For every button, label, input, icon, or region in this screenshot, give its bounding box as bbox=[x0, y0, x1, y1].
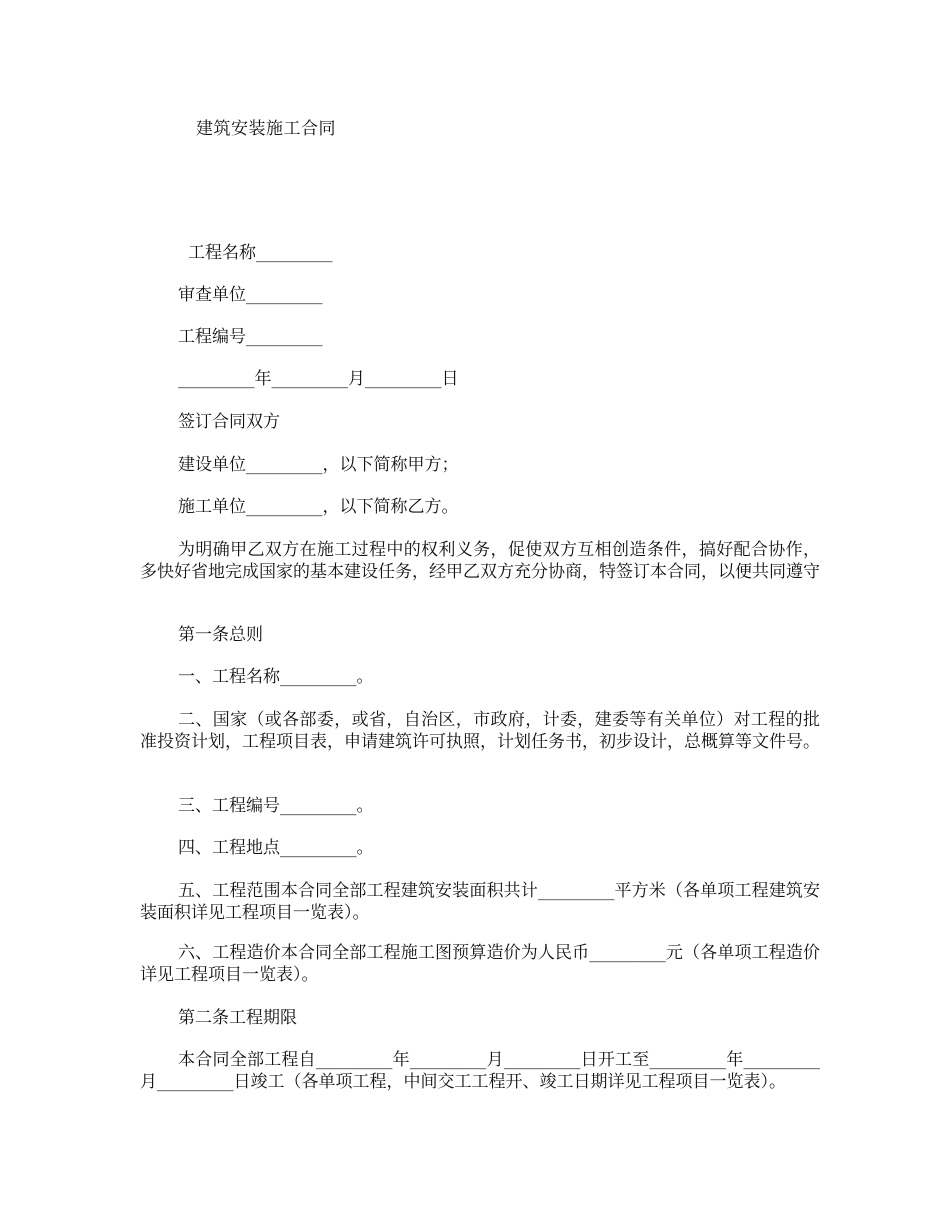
document-title: 建筑安装施工合同 bbox=[196, 119, 336, 139]
article-2-body: 本合同全部工程自_________年_________月_________日开工至_________年_________月_________日竣工（各单项工程，中间交工工程开、竣工日期详见工程项目一览表）。 bbox=[140, 1050, 820, 1092]
article-2-heading: 第二条工程期限 bbox=[178, 1008, 297, 1028]
parties-heading: 签订合同双方 bbox=[178, 412, 280, 432]
article-1-item-5: 五、工程范围本合同全部工程建筑安装面积共计_________平方米（各单项工程建筑安装面积详见工程项目一览表）。 bbox=[140, 881, 820, 923]
article-1-item-2: 二、国家（或各部委，或省，自治区，市政府，计委，建委等有关单位）对工程的批准投资计划，工程项目表，申请建筑许可执照，计划任务书，初步设计，总概算等文件号。 bbox=[140, 710, 820, 752]
party-b-line: 施工单位_________，以下简称乙方。 bbox=[178, 497, 459, 517]
article-1-heading: 第一条总则 bbox=[178, 625, 263, 645]
article-1-item-3: 三、工程编号_________。 bbox=[178, 796, 374, 816]
field-project-name: 工程名称_________ bbox=[188, 243, 333, 263]
article-1-item-4: 四、工程地点_________。 bbox=[178, 838, 374, 858]
field-date-line: _________年_________月_________日 bbox=[178, 369, 459, 389]
preamble-paragraph: 为明确甲乙双方在施工过程中的权利义务，促使双方互相创造条件，搞好配合协作，多快好省地完成国家的基本建设任务，经甲乙双方充分协商，特签订本合同，以便共同遵守 bbox=[140, 540, 820, 582]
party-a-line: 建设单位_________，以下简称甲方； bbox=[178, 455, 459, 475]
article-1-item-6: 六、工程造价本合同全部工程施工图预算造价为人民币_________元（各单项工程造价详见工程项目一览表）。 bbox=[140, 943, 820, 985]
field-project-number: 工程编号_________ bbox=[178, 327, 323, 347]
article-1-item-1: 一、工程名称_________。 bbox=[178, 667, 374, 687]
field-review-unit: 审查单位_________ bbox=[178, 285, 323, 305]
